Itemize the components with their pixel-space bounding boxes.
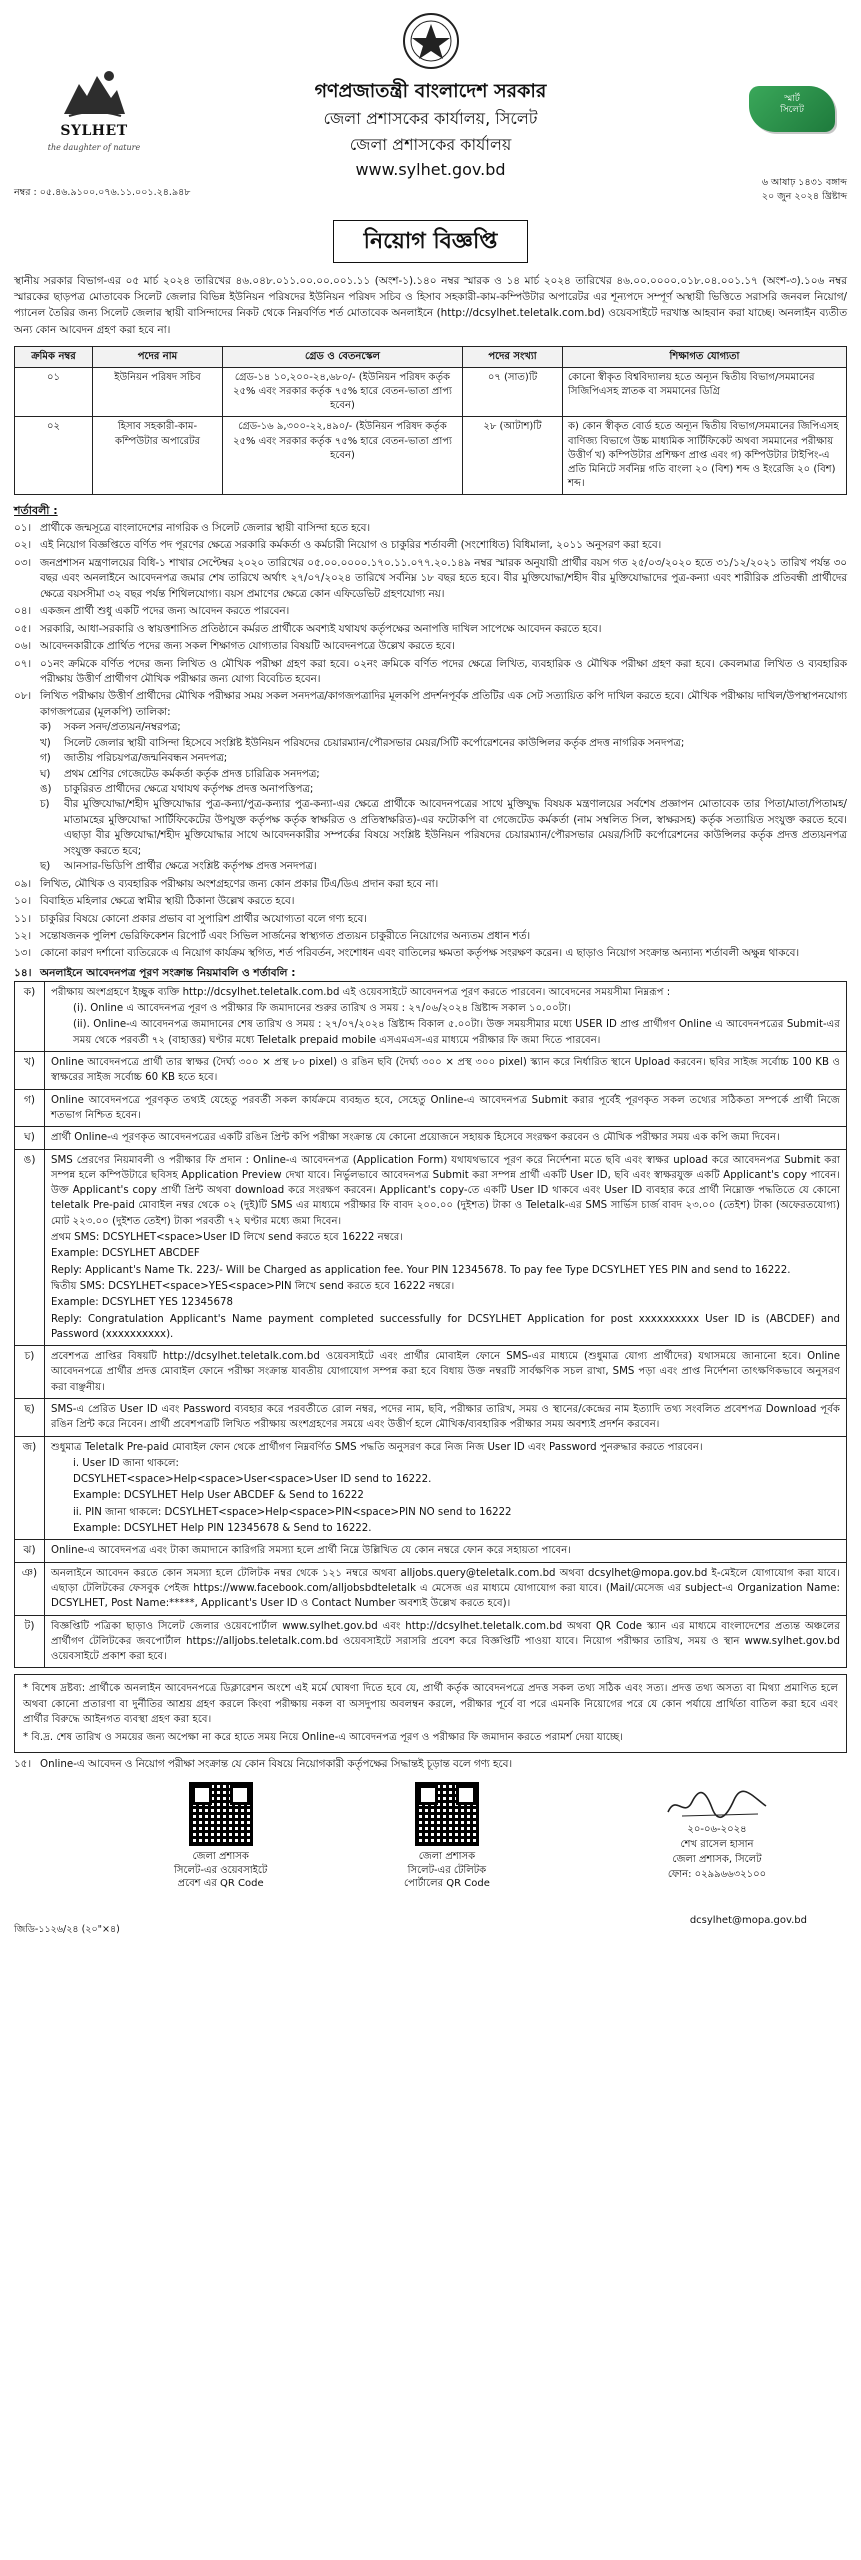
- condition-item: [14, 894, 847, 909]
- online-rule-text: [45, 1052, 846, 1089]
- condition-text: লিখিত, মৌখিক ও ব্যবহারিক পরীক্ষায় অংশগ্রহণের জন্য কোন প্রকার টিএ/ডিএ প্রদান করা হবে না।: [40, 877, 439, 890]
- condition-item: [14, 912, 847, 927]
- cell-count: ০৭ (সাত)টি: [463, 367, 563, 417]
- condition-number: ০৯।: [14, 877, 32, 890]
- date-english: ২০ জুন ২০২৪ খ্রিষ্টাব্দ: [761, 190, 847, 202]
- qr-caption-line: সিলেট-এর টেলিটক: [407, 1864, 487, 1876]
- sub-condition-item: [14, 767, 847, 782]
- online-rule-line: বিজ্ঞপ্তিটি পত্রিকা ছাড়াও সিলেট জেলার ওয়েবপোর্টাল www.sylhet.gov.bd এবং http://dcsylhet.teletalk.com.bd অথবা QR Code স্ক্যান এর মাধ্যমে বাংলাদেশের প্রত্যন্ত অঞ্চলের প্রার্থীগণ টেলিটকের জবপোর্টাল https://alljobs.teletalk.com.bd ওয়েবসাইটে সরাসরি প্রবেশ করে বিজ্ঞপ্তিটি পাওয়া যাবে। নিয়োগ পরীক্ষার তারিখ, সময় ও স্থান www.sylhet.gov.bd ওয়েবসাইটে প্রকাশ করা হবে।: [51, 1620, 840, 1663]
- footer: [14, 1782, 847, 1942]
- condition-number: ১১।: [14, 912, 32, 925]
- col-qualification: শিক্ষাগত যোগ্যতা: [563, 346, 847, 367]
- condition-text: বিবাহিত মহিলার ক্ষেত্রে স্বামীর স্থায়ী ঠিকানা উল্লেখ করতে হবে।: [40, 895, 295, 908]
- condition-number: ০৫।: [14, 622, 32, 635]
- online-rule-letter: জ): [15, 1437, 45, 1540]
- online-rule-item: [15, 1616, 846, 1668]
- online-rule-letter: ঘ): [15, 1127, 45, 1148]
- online-rule-item: [15, 1399, 846, 1437]
- sub-condition-text: চাকুরিরত প্রার্থীদের ক্ষেত্রে যথাযথ কর্তৃপক্ষ প্রদত্ত অনাপত্তিপত্র;: [64, 783, 314, 796]
- online-rule-letter: ঝ): [15, 1540, 45, 1561]
- table-header-row: [15, 346, 847, 367]
- online-rule-line: অনলাইনে আবেদন করতে কোন সমস্যা হলে টেলিটক নম্বর থেকে ১২১ নম্বরে অথবা alljobs.query@teletalk.com.bd অথবা dcsylhet@mopa.gov.bd ই-মেইলে যোগাযোগ করা যাবে। এছাড়া টেলিটকের ফেসবুক পেইজ https://www.facebook.com/alljobsbdteletalk এ মেসেজ এর মাধ্যমে যোগাযোগ করা যাবে। (Mail/মেসেজ এর subject-এ Organization Name: DCSYLHET, Post Name:*****, Applicant's User ID ও Contact Number অবশ্যই উল্লেখ করতে হবে)।: [51, 1567, 840, 1610]
- website-link[interactable]: www.sylhet.gov.bd: [355, 160, 506, 180]
- signatory-phone: ফোন: ০২৯৯৬৬৩২১০০: [667, 1869, 767, 1881]
- online-rule-line: Example: DCSYLHET Help PIN 12345678 & Send to 16222.: [73, 1523, 372, 1535]
- office-line-1: জেলা প্রশাসকের কার্যালয়, সিলেট: [323, 108, 538, 128]
- qr-caption-line: পোর্টালের QR Code: [404, 1878, 490, 1890]
- sub-condition-letter: ছ): [40, 860, 51, 873]
- cell-serial: ০২: [15, 417, 93, 495]
- notice-date: [762, 176, 847, 204]
- condition-item-final: [14, 1757, 847, 1772]
- teletalk-qr-code-icon[interactable]: [415, 1782, 479, 1846]
- online-rule-line: i. User ID জানা থাকলে:: [73, 1457, 179, 1469]
- date-bangla: ৬ আষাঢ় ১৪৩১ বঙ্গাব্দ: [761, 177, 847, 188]
- gd-number: জিডি-১১২৬/২৪ (২০"×৪): [14, 1923, 120, 1935]
- special-note-1: * বিশেষ দ্রষ্টব্য: প্রার্থীকে অনলাইন আবেদনপত্রে ডিক্লারেশন অংশে এই মর্মে ঘোষণা দিতে হবে যে, প্রার্থী কর্তৃক আবেদনপত্রে প্রদত্ত সকল তথ্য সঠিক এবং সত্য। প্রদত্ত তথ্য অসত্য বা মিথ্যা প্রমাণিত হলে অথবা কোনো প্রতারণা বা দুর্নীতির আশ্রয় গ্রহণ করলে কিংবা পরীক্ষায় নকল বা অসদুপায় অবলম্বন করলে, পরীক্ষার পূর্বে বা পরে এমনকি নিয়োগের পরে যে কোন পর্যায়ে প্রার্থিতা বাতিল করা হবে এবং প্রার্থীর বিরুদ্ধে আইনগত ব্যবস্থা গ্রহণ করা হবে।: [23, 1683, 838, 1726]
- office-line-2: জেলা প্রশাসকের কার্যালয়: [349, 134, 512, 154]
- sub-condition-text: সিলেট জেলার স্থায়ী বাসিন্দা হিসেবে সংশ্লিষ্ট ইউনিয়ন পরিষদের চেয়ারম্যান/পৌরসভার মেয়র/সিটি কর্পোরেশনের কাউন্সিলর কর্তৃক প্রদত্ত নাগরিক সনদপত্র;: [64, 736, 685, 749]
- online-rule-line: Online আবেদনপত্রে পূরণকৃত তথ্যই যেহেতু পরবর্তী সকল কার্যক্রমে ব্যবহৃত হবে, সেহেতু Online-এ আবেদনপত্র Submit করার পূর্বেই পূরণকৃত সকল তথ্যের সঠিকতা সম্পর্কে প্রার্থী নিজে শতভাগ নিশ্চিত হবেন।: [51, 1094, 840, 1121]
- online-rule-line: DCSYLHET<space>Help<space>User<space>User ID send to 16222.: [73, 1474, 432, 1486]
- online-rule-item: [15, 1437, 846, 1541]
- website-qr-block: [174, 1782, 267, 1891]
- online-rule-line: Reply: Congratulation Applicant's Name payment completed successfully for DCSYLHET Application for post xxxxxxxxxx User ID is (ABCDEF) and Password (xxxxxxxxxx).: [51, 1313, 840, 1340]
- signatory-title: জেলা প্রশাসক, সিলেট: [672, 1854, 762, 1866]
- condition-item: [14, 521, 847, 536]
- sub-condition-text: সকল সনদ/প্রত্যয়ন/নম্বরপত্র;: [64, 721, 181, 734]
- condition-text: এই নিয়োগ বিজ্ঞপ্তিতে বর্ণিত পদ পূরণের ক্ষেত্রে সরকারি কর্মকর্তা ও কর্মচারী নিয়োগ ও চাকুরির শর্তাবলী (সংশোধিত) বিধিমালা, ২০১১ অনুসরণ করা হবে।: [40, 539, 662, 552]
- condition-item: [14, 622, 847, 637]
- online-rule-text: [45, 1437, 846, 1540]
- online-rule-line: প্রার্থী Online-এ পূরণকৃত আবেদনপত্রের একটি রঙিন প্রিন্ট কপি পরীক্ষা সংক্রান্ত যে কোনো প্রয়োজনে সহায়ক হিসেবে সংরক্ষণ করবেন ও মৌখিক পরীক্ষার সময় এক কপি জমা দিবেন।: [51, 1132, 780, 1144]
- online-rule-text: [45, 1346, 846, 1398]
- condition-text: ০১নং ক্রমিকে বর্ণিত পদের জন্য লিখিত ও মৌখিক পরীক্ষা গ্রহণ করা হবে। ০২নং ক্রমিকে বর্ণিত পদের ক্ষেত্রে লিখিত, ব্যবহারিক ও মৌখিক পরীক্ষা গ্রহণ করা হবে। কেবলমাত্র লিখিত ও ব্যবহারিক পরীক্ষায় উত্তীর্ণ প্রার্থীগণ মৌখিক পরীক্ষার জন্য যোগ্য বিবেচিত হবেন।: [40, 657, 847, 685]
- online-rule-item: [15, 982, 846, 1052]
- table-row: [15, 417, 847, 495]
- condition-item: [14, 604, 847, 619]
- govt-emblem-icon: [402, 12, 460, 75]
- condition-text: একজন প্রার্থী শুধু একটি পদের জন্য আবেদন করতে পারবেন।: [40, 605, 290, 618]
- online-rule-letter: চ): [15, 1346, 45, 1398]
- condition-number: ০৩।: [14, 556, 32, 569]
- online-rule-letter: ঙ): [15, 1150, 45, 1346]
- cell-qualification: কোনো স্বীকৃত বিশ্ববিদ্যালয় হতে অন্যূন দ্বিতীয় বিভাগ/সমমানের সিজিপিএসহ স্নাতক বা সমমানের ডিগ্রি: [563, 367, 847, 417]
- condition-item: [14, 689, 847, 720]
- online-rule-item: [15, 1150, 846, 1347]
- notice-title-wrap: [14, 220, 847, 263]
- online-rule-line: দ্বিতীয় SMS: DCSYLHET<space>YES<space>PIN লিখে send করতে হবে 16222 নম্বরে।: [51, 1280, 455, 1292]
- qr-caption-line: সিলেট-এর ওয়েবসাইটে: [174, 1864, 268, 1876]
- cell-post-name: ইউনিয়ন পরিষদ সচিব: [93, 367, 223, 417]
- condition-number: ১০।: [14, 895, 32, 908]
- condition-text: লিখিত পরীক্ষায় উত্তীর্ণ প্রার্থীদের মৌখিক পরীক্ষার সময় সকল সনদপত্র/কাগজপত্রাদির মূলকপি প্রদর্শনপূর্বক প্রতিটির এক সেট সত্যায়িত কপি দাখিল করতে হবে। মৌখিক পরীক্ষায় দাখিল/উপস্থাপনযোগ্য কাগজপত্রের (মূলকপি) তালিকা:: [40, 690, 847, 718]
- conditions-list: [14, 521, 847, 962]
- online-rule-item: [15, 1127, 846, 1149]
- condition-number: ০৭।: [14, 657, 32, 670]
- col-post-name: পদের নাম: [93, 346, 223, 367]
- sub-condition-text: জাতীয় পরিচয়পত্র/জন্মনিবন্ধন সনদপত্র;: [64, 752, 228, 765]
- condition-number: ১২।: [14, 929, 32, 942]
- online-rule-line: SMS প্রেরণের নিয়মাবলী ও পরীক্ষার ফি প্রদান : Online-এ আবেদনপত্র (Application Form) যথাযথভাবে পূরণ করে নির্দেশনা মতে ছবি এবং স্বাক্ষর upload করে আবেদনপত্র Submit করা সম্পন্ন হলে কম্পিউটারে ছবিসহ Application Preview দেখা যাবে। নির্ভুলভাবে আবেদনপত্র Submit করা সম্পন্ন প্রার্থী একটি User ID, ছবি এবং স্বাক্ষরযুক্ত একটি Applicant's copy পাবেন। উক্ত Applicant's copy প্রার্থী প্রিন্ট অথবা download করে সংরক্ষণ করবেন। Applicant's copy-তে একটি User ID থাকবে এবং User ID ব্যবহার করে প্রার্থী নিম্নোক্ত পদ্ধতিতে যে কোনো teletalk Pre-paid মোবাইল নম্বর থেকে ০২ (দুই)টি SMS এর মাধ্যমে পরীক্ষার ফি বাবদ ২০০.০০ (দুইশত) টাকা ও Teletalk-এর SMS সার্ভিস চার্জ বাবদ ২৩.০০ (তেইশ) টাকা (অফেরতযোগ্য) মোট ২২৩.০০ (দুইশত তেইশ) টাকা পরবর্তী ৭২ ঘণ্টার মধ্যে জমা দিবেন।: [51, 1154, 840, 1227]
- memo-number: নম্বর : ০৫.৪৬.৯১০০.০৭৬.১১.০০১.২৪.৯৪৮: [14, 187, 191, 198]
- online-rule-text: [45, 1540, 846, 1561]
- online-rule-text: [45, 1563, 846, 1615]
- sub-condition-item: [14, 859, 847, 874]
- qr-caption-line: জেলা প্রশাসক: [418, 1851, 476, 1863]
- qr-caption-line: প্রবেশ এর QR Code: [177, 1878, 264, 1890]
- condition-number: ০৮।: [14, 690, 32, 703]
- logo-name: SYLHET: [60, 123, 128, 139]
- website-qr-code-icon[interactable]: [189, 1782, 253, 1846]
- condition-item: [14, 877, 847, 892]
- cell-grade: গ্রেড-১৪ ১০,২০০-২৪,৬৮০/- (ইউনিয়ন পরিষদ কর্তৃক ২৫% এবং সরকার কর্তৃক ৭৫% হারে বেতন-ভাতা প্রাপ্য হবেন): [223, 367, 463, 417]
- condition-number: ১৫।: [14, 1757, 32, 1770]
- sub-condition-item: [14, 751, 847, 766]
- cell-serial: ০১: [15, 367, 93, 417]
- condition-number: ০২।: [14, 539, 32, 552]
- sub-condition-letter: খ): [40, 736, 51, 749]
- online-rule-line: শুধুমাত্র Teletalk Pre-paid মোবাইল ফোন থেকে প্রার্থীগণ নিম্নবর্ণিত SMS পদ্ধতি অনুসরণ করে নিজ নিজ User ID এবং Password পুনরুদ্ধার করতে পারবেন।: [51, 1441, 703, 1453]
- online-rules-number: ১৪।: [14, 966, 32, 979]
- condition-number: ০১।: [14, 522, 32, 535]
- condition-item: [14, 538, 847, 553]
- special-note-box: [14, 1674, 847, 1752]
- badge-line-2: সিলেট: [780, 105, 804, 116]
- condition-number: ১৩।: [14, 947, 32, 960]
- col-serial: ক্রমিক নম্বর: [15, 346, 93, 367]
- sub-condition-item: [14, 736, 847, 751]
- cell-post-name: হিসাব সহকারী-কাম-কম্পিউটার অপারেটর: [93, 417, 223, 495]
- sub-condition-letter: ঘ): [40, 767, 51, 780]
- online-rules-title: অনলাইনে আবেদনপত্র পূরণ সংক্রান্ত নিয়মাবলি ও শর্তাবলি :: [40, 966, 296, 979]
- online-rule-line: Online আবেদনপত্রে প্রার্থী তার স্বাক্ষর (দৈর্ঘ্য ৩০০ × প্রস্থ ৮০ pixel) ও রঙিন ছবি (দৈর্ঘ্য ৩০০ × প্রস্থ ৩০০ pixel) স্ক্যান করে নির্ধারিত স্থানে Upload করবেন। ছবির সাইজ সর্বোচ্চ 100 KB ও স্বাক্ষরের সাইজ সর্বোচ্চ 60 KB হতে হবে।: [51, 1057, 840, 1084]
- online-rule-line: Reply: Applicant's Name Tk. 223/- Will be Charged as application fee. Your PIN 12345678. To pay fee Type DCSYLHET YES PIN and send to 16222.: [51, 1264, 791, 1276]
- cell-grade: গ্রেড-১৬ ৯,৩০০-২২,৪৯০/- (ইউনিয়ন পরিষদ কর্তৃক ২৫% এবং সরকার কর্তৃক ৭৫% হারে বেতন-ভাতা প্রাপ্য হবেন): [223, 417, 463, 495]
- condition-item: [14, 556, 847, 602]
- government-title: গণপ্রজাতন্ত্রী বাংলাদেশ সরকার: [314, 80, 547, 102]
- sub-condition-text: আনসার-ভিডিপি প্রার্থীর ক্ষেত্রে সংশ্লিষ্ট কর্তৃপক্ষ প্রদত্ত সনদপত্র।: [64, 860, 317, 873]
- online-rule-letter: খ): [15, 1052, 45, 1089]
- teletalk-qr-block: [404, 1782, 490, 1891]
- cell-qualification: ক) কোন স্বীকৃত বোর্ড হতে অন্যূন দ্বিতীয় বিভাগ/সমমানের জিপিএসহ বাণিজ্য বিভাগে উচ্চ মাধ্যমিক সার্টিফিকেট অথবা সমমানের পরীক্ষায় উত্তীর্ণ খ) কম্পিউটার প্রশিক্ষণ প্রাপ্ত এবং গ) কম্পিউটার টাইপিং-এ প্রতি মিনিটে সর্বনিম্ন গতি বাংলা ২০ (বিশ) শব্দ ও ইংরেজি ২০ (বিশ) শব্দ।: [563, 417, 847, 495]
- online-rule-letter: ক): [15, 982, 45, 1051]
- col-grade: গ্রেড ও বেতনস্কেল: [223, 346, 463, 367]
- online-rule-item: [15, 1540, 846, 1562]
- online-rules-box: [14, 981, 847, 1669]
- online-rule-letter: ঞ): [15, 1563, 45, 1615]
- condition-text: আবেদনকারীকে প্রার্থিত পদের জন্য সকল শিক্ষাগত যোগ্যতার বিষয়টি আবেদনপত্রে উল্লেখ করতে হবে।: [40, 640, 455, 653]
- online-rule-line: SMS-এ প্রেরিত User ID এবং Password ব্যবহার করে পরবর্তীতে রোল নম্বর, পদের নাম, ছবি, পরীক্ষার তারিখ, সময় ও স্থানের/কেন্দ্রের নাম ইত্যাদি তথ্য সংবলিত প্রবেশপত্র Download পূর্বক রঙিন প্রিন্ট করে নিবেন। প্রার্থী প্রবেশপত্রটি লিখিত পরীক্ষায় অংশগ্রহণের সময়ে এবং উত্তীর্ণ হলে মৌখিক/ব্যবহারিক পরীক্ষার সময় অবশ্যই প্রদর্শন করবেন।: [51, 1404, 840, 1431]
- intro-paragraph: স্থানীয় সরকার বিভাগ-এর ০৫ মার্চ ২০২৪ তারিখের ৪৬.০৪৮.০১১.০০.০০.০০১.১১ (অংশ-১).১৪০ নম্বর স্মারক ও ১৪ মার্চ ২০২৪ তারিখের ৪৬.০০.০০০০.০১৮.০৪.০০১.১৭ (অংশ-৩).১০৬ নম্বর স্মারকের ছাড়পত্র মোতাবেক সিলেট জেলার বিভিন্ন ইউনিয়ন পরিষদের ইউনিয়ন পরিষদ সচিব ও হিসাব সহকারী-কাম-কম্পিউটার অপারেটর এর শূন্যপদে সম্পূর্ণ অস্থায়ী ভিত্তিতে সরাসরি জনবল নিয়োগ/প্যানেল তৈরির জন্য সিলেট জেলার স্থায়ী বাসিন্দাদের নিকট থেকে নিম্নবর্ণিত শর্ত মোতাবেক অনলাইনে (http://dcsylhet.teletalk.com.bd) ওয়েবসাইটে দরখাস্ত আহবান করা যাচ্ছে। অনলাইন ব্যতীত অন্য কোন আবেদন গ্রহণ করা হবে না।: [14, 275, 847, 336]
- condition-text: সন্তোষজনক পুলিশ ভেরিফিকেশন রিপোর্ট এবং সিভিল সার্জনের স্বাস্থ্যগত প্রত্যয়ন চাকুরীতে নিয়োগের অন্যতম প্রধান শর্ত।: [40, 929, 531, 942]
- online-rule-item: [15, 1346, 846, 1399]
- condition-number: ০৬।: [14, 640, 32, 653]
- online-rule-text: [45, 1127, 846, 1148]
- table-row: [15, 367, 847, 417]
- online-rule-line: পরীক্ষায় অংশগ্রহণে ইচ্ছুক ব্যক্তি http://dcsylhet.teletalk.com.bd এই ওয়েবসাইটে আবেদনপত্র পূরণ করতে পারবেন। আবেদনের সময়সীমা নিম্নরূপ :: [51, 986, 671, 998]
- online-rule-letter: গ): [15, 1090, 45, 1127]
- condition-text: চাকুরির বিষয়ে কোনো প্রকার প্রভাব বা সুপারিশ প্রার্থীর অযোগ্যতা বলে গণ্য হবে।: [40, 912, 367, 925]
- sub-condition-text: বীর মুক্তিযোদ্ধা/শহীদ মুক্তিযোদ্ধার পুত্র-কন্যা/পুত্র-কন্যার পুত্র-কন্যা-এর ক্ষেত্রে প্রার্থীকে আবেদনপত্রের সাথে মুক্তিযুদ্ধ বিষয়ক মন্ত্রণালয়ের সর্বশেষ প্রজ্ঞাপন মোতাবেক তার পিতা/মাতা/পিতামহ/মাতামহের মুক্তিযোদ্ধা সার্টিফিকেটের উপযুক্ত কর্তৃপক্ষ কর্তৃক স্বাক্ষরিত ও প্রতিস্বাক্ষরিত)-এর ফটোকপি বা গেজেটেড কর্মকর্তা (নাম সম্বলিত সিল, স্বাক্ষরসহ) কর্তৃক সত্যায়িত সংযুক্ত করতে হবে। এছাড়া বীর মুক্তিযোদ্ধা/শহীদ মুক্তিযোদ্ধার সাথে আবেদনকারীর সম্পর্কের বিষয়ে সংশ্লিষ্ট ইউনিয়ন পরিষদের চেয়ারম্যান/পৌরসভার মেয়র/সিটি কর্পোরেশনের কাউন্সিলর কর্তৃক প্রদত্ত প্রত্যয়নপত্র সংযুক্ত করতে হবে;: [64, 798, 847, 857]
- online-rule-item: [15, 1090, 846, 1128]
- special-note-2: * বি.দ্র. শেষ তারিখ ও সময়ের জন্য অপেক্ষা না করে হাতে সময় নিয়ে Online-এ আবেদনপত্র পূরণ ও পরীক্ষার ফি জমাদান করতে পরামর্শ দেয়া যাচ্ছে।: [23, 1732, 624, 1744]
- online-rule-text: [45, 1399, 846, 1436]
- online-rule-text: [45, 1616, 846, 1668]
- online-rule-line: Example: DCSYLHET ABCDEF: [51, 1248, 200, 1260]
- signature-icon: [662, 1788, 772, 1822]
- condition-item: [14, 946, 847, 961]
- conditions-heading: শর্তাবলী :: [14, 504, 58, 518]
- sub-condition-letter: ক): [40, 721, 52, 734]
- online-rule-line: প্রথম SMS: DCSYLHET<space>User ID লিখে send করতে হবে 16222 নম্বরে।: [51, 1232, 404, 1244]
- badge-line-1: স্মার্ট: [784, 94, 800, 104]
- signature-date: ২০-০৬-২০২৪: [687, 1824, 747, 1836]
- condition-text: সরকারি, আধা-সরকারি ও স্বায়ত্তশাসিত প্রতিষ্ঠানে কর্মরত প্রার্থীকে অবশ্যই যথাযথ কর্তৃপক্ষের অনাপত্তি দাখিল সাপেক্ষে আবেদন করতে হবে।: [40, 622, 602, 635]
- sub-condition-item: [14, 720, 847, 735]
- smart-sylhet-badge: [749, 86, 835, 132]
- condition-item: [14, 639, 847, 654]
- online-rule-letter: ট): [15, 1616, 45, 1668]
- condition-item: [14, 929, 847, 944]
- online-rule-line: প্রবেশপত্র প্রাপ্তির বিষয়টি http://dcsylhet.teletalk.com.bd ওয়েবসাইটে এবং প্রার্থীর মোবাইল ফোনে SMS-এর মাধ্যমে (শুধুমাত্র যোগ্য প্রার্থীদের) যথাসময়ে জানানো হবে। Online আবেদনপত্রে প্রার্থীর প্রদত্ত মোবাইল ফোনে পরীক্ষা সংক্রান্ত যাবতীয় যোগাযোগ সম্পন্ন করা হবে বিধায় উক্ত নম্বরটি সার্বক্ষণিক সচল রাখা, SMS পড়া এবং প্রাপ্ত নির্দেশনা তাৎক্ষণিকভাবে অনুসরণ করা বাঞ্ছনীয়।: [51, 1351, 840, 1393]
- qr-caption-line: জেলা প্রশাসক: [192, 1851, 249, 1863]
- online-rule-line: (ii). Online-এ আবেদনপত্র জমাদানের শেষ তারিখ ও সময় : ২৭/০৭/২০২৪ খ্রিষ্টাব্দ বিকাল ৫.০০টা। উক্ত সময়সীমার মধ্যে USER ID প্রাপ্ত প্রার্থীগণ Online এ আবেদনপত্রের Submit-এর সময় থেকে পরবর্তী ৭২ (বাহাত্তর) ঘণ্টার মধ্যে Teletalk prepaid mobile এসএমএস-এর মাধ্যমে পরীক্ষার ফি জমা দিতে পারবেন।: [73, 1019, 840, 1046]
- sub-condition-letter: ঙ): [40, 783, 52, 796]
- online-rule-line: Example: DCSYLHET Help User ABCDEF & Send to 16222: [73, 1490, 364, 1502]
- online-rule-text: [45, 1090, 846, 1127]
- sub-condition-item: [14, 782, 847, 797]
- condition-text: Online-এ আবেদন ও নিয়োগ পরীক্ষা সংক্রান্ত যে কোন বিষয়ে নিয়োগকারী কর্তৃপক্ষের সিদ্ধান্তই চূড়ান্ত বলে গণ্য হবে।: [40, 1757, 513, 1770]
- header: [14, 12, 847, 208]
- condition-text: প্রার্থীকে জন্মসূত্রে বাংলাদেশের নাগরিক ও সিলেট জেলার স্থায়ী বাসিন্দা হতে হবে।: [40, 522, 371, 535]
- cell-count: ২৮ (আটাশ)টি: [463, 417, 563, 495]
- online-rules-heading: [14, 966, 847, 981]
- sub-condition-letter: চ): [40, 798, 50, 811]
- sub-condition-text: প্রথম শ্রেণির গেজেটেড কর্মকর্তা কর্তৃক প্রদত্ত চারিত্রিক সনদপত্র;: [64, 767, 320, 780]
- condition-text: জনপ্রশাসন মন্ত্রণালয়ের বিধি-১ শাখার সেপ্টেম্বর ২০২০ তারিখের ০৫.০০.০০০০.১৭০.১১.০৭৭.২০.১৪৯ নম্বর স্মারক অনুযায়ী প্রার্থীর বয়স গত ২৫/০৩/২০২০ হতে ৩১/১২/২০২১ তারিখ পর্যন্ত ৩০ বছর এবং অনলাইনে আবেদনপত্র জমার শেষ তারিখে অর্থাৎ ২৭/০৭/২০২৪ তারিখে সর্বনিম্ন ১৮ বছর হতে হবে। বীর মুক্তিযোদ্ধা/শহীদ বীর মুক্তিযোদ্ধাদের পুত্র-কন্যা এবং শারীরিক প্রতিবন্ধী প্রার্থীদের ক্ষেত্রে বয়সসীমা ৩২ বছর পর্যন্ত শিথিলযোগ্য। বয়স প্রমাণের ক্ষেত্রে কোন এফিডেভিট গ্রহণযোগ্য নয়।: [40, 556, 847, 600]
- condition-text: কোনো কারণ দর্শানো ব্যতিরেকে এ নিয়োগ কার্যক্রম স্থগিত, শর্ত পরিবর্তন, সংশোধন এবং বাতিলের ক্ষমতা কর্তৃপক্ষ সংরক্ষণ করেন। এ ছাড়াও নিয়োগ সংক্রান্ত অন্যান্য শর্তাবলী অক্ষুন্ন থাকবে।: [40, 947, 800, 960]
- header-titles: [14, 78, 847, 182]
- online-rule-item: [15, 1052, 846, 1090]
- sub-condition-item: [14, 797, 847, 859]
- condition-number: ০৪।: [14, 605, 32, 618]
- online-rule-item: [15, 1563, 846, 1616]
- posts-table: [14, 346, 847, 496]
- sub-condition-letter: গ): [40, 752, 51, 765]
- signatory-name: শেখ রাসেল হাসান: [680, 1839, 754, 1851]
- col-count: পদের সংখ্যা: [463, 346, 563, 367]
- online-rule-letter: ছ): [15, 1399, 45, 1436]
- signatory-email[interactable]: dcsylhet@mopa.gov.bd: [689, 1914, 807, 1926]
- online-rule-line: ii. PIN জানা থাকলে: DCSYLHET<space>Help<space>PIN<space>PIN NO send to 16222: [73, 1506, 512, 1518]
- signature-block: [627, 1788, 807, 1882]
- notice-title: নিয়োগ বিজ্ঞপ্তি: [333, 220, 529, 263]
- online-rule-text: [45, 1150, 846, 1346]
- online-rule-line: Example: DCSYLHET YES 12345678: [51, 1297, 233, 1309]
- condition-item: [14, 657, 847, 688]
- online-rule-line: Online-এ আবেদনপত্র এবং টাকা জমাদানে কারিগরি সমস্যা হলে প্রার্থী নিম্নে উল্লিখিত যে কোন নম্বরে ফোন করে সহায়তা পাবেন।: [51, 1545, 571, 1557]
- online-rule-line: (i). Online এ আবেদনপত্র পূরণ ও পরীক্ষার ফি জমাদানের শুরুর তারিখ ও সময় : ২৭/০৬/২০২৪ খ্রিষ্টাব্দ সকাল ১০.০০টা।: [73, 1003, 571, 1015]
- online-rule-text: [45, 982, 846, 1051]
- logo-tagline: the daughter of nature: [47, 142, 141, 152]
